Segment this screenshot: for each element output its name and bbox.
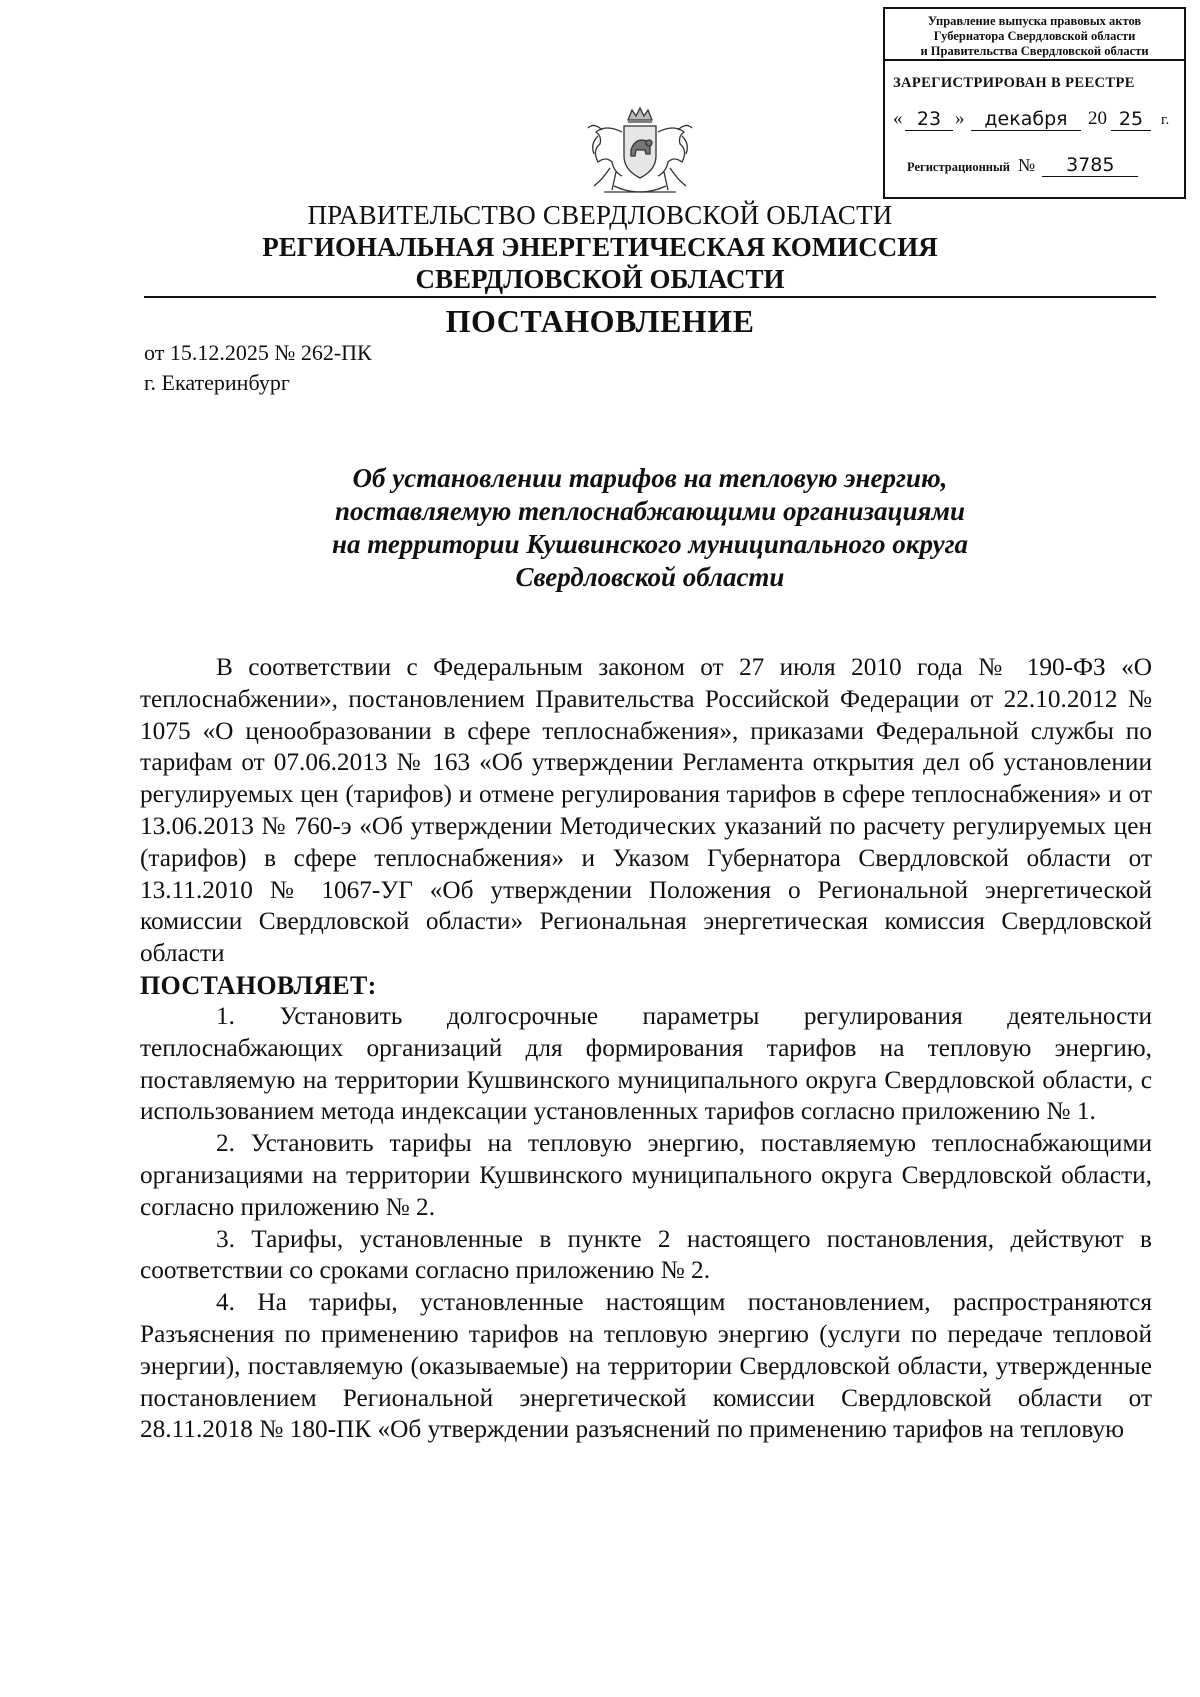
stamp-registered-label: ЗАРЕГИСТРИРОВАН В РЕЕСТРЕ <box>893 75 1135 91</box>
document-meta <box>144 338 372 398</box>
title-line: на территории Кушвинского муниципального округа <box>331 529 969 559</box>
title-line: Об установлении тарифов на тепловую энергию, <box>352 463 948 493</box>
header-divider <box>144 296 1156 298</box>
registration-stamp <box>883 7 1186 199</box>
stamp-office-line: Губернатора Свердловской области <box>933 29 1136 43</box>
stamp-date <box>893 108 1184 134</box>
stamp-year-abbr: г. <box>1161 112 1170 128</box>
stamp-open-quote: « <box>893 108 903 129</box>
stamp-year-suffix: 25 <box>1111 108 1151 131</box>
preamble-paragraph: В соответствии с Федеральным законом от 27 июля 2010 года № 190-ФЗ «О теплоснабжении», постановлением Правительства Российской Федерации от 22.10.2012 № 1075 «О ценообразовании в сфере теплоснабжения», приказами Федеральной службы по тарифам от 07.06.2013 № 163 «Об утверждении Регламента открытия дел об установлении регулируемых цен (тарифов) и отмене регулирования тарифов в сфере теплоснабжения» и от 13.06.2013 № 760-э «Об утверждении Методических указаний по расчету регулируемых цен (тарифов) в сфере теплоснабжения» и Указом Губернатора Свердловской области от 13.11.2010 № 1067-УГ «Об утверждении Положения о Региональной энергетической комиссии Свердловской области» Региональная энергетическая комиссия Свердловской области <box>140 653 1152 968</box>
document-city: г. Екатеринбург <box>144 370 290 395</box>
title-line: поставляемую теплоснабжающими организациями <box>335 496 965 526</box>
item-paragraph-1: 1. Установить долгосрочные параметры регулирования деятельности теплоснабжающих организаций для формирования тарифов на тепловую энергию, поставляемую на территории Кушвинского муниципального округа Свердловской области, с использованием метода индексации установленных тарифов согласно приложению № 1. <box>140 1001 1152 1126</box>
government-name: ПРАВИТЕЛЬСТВО СВЕРДЛОВСКОЙ ОБЛАСТИ <box>307 200 893 230</box>
stamp-year-prefix: 20 <box>1088 108 1107 129</box>
stamp-office <box>885 9 1184 61</box>
item-paragraph-4: 4. На тарифы, установленные настоящим постановлением, распространяются Разъяснения по применению тарифов на тепловую энергию (услуги по передаче тепловой энергии), поставляемую (оказываемые) на территории Свердловской области, утвержденные постановлением Региональной энергетической комиссии Свердловской области от 28.11.2018 № 180-ПК «Об утверждении разъяснений по применению тарифов на тепловую <box>140 1288 1152 1444</box>
stamp-month: декабря <box>971 108 1081 131</box>
stamp-office-line: Управление выпуска правовых актов <box>927 14 1142 28</box>
decree-heading: ПОСТАНОВЛЯЕТ: <box>140 970 377 1000</box>
commission-name-line2: СВЕРДЛОВСКОЙ ОБЛАСТИ <box>415 264 785 294</box>
stamp-regnum-sign: № <box>1017 155 1036 175</box>
item-paragraph-3: 3. Тарифы, установленные в пункте 2 настоящего постановления, действуют в соответствии со сроками согласно приложению № 2. <box>140 1224 1152 1285</box>
title-line: Свердловской области <box>515 562 785 592</box>
stamp-day: 23 <box>905 108 953 131</box>
stamp-regnum-label: Регистрационный <box>907 160 1010 174</box>
stamp-regnum-value: 3785 <box>1042 154 1138 177</box>
stamp-close-quote: » <box>955 108 965 129</box>
coat-of-arms-icon <box>584 106 696 196</box>
document-body <box>140 652 1152 1446</box>
stamp-regnum <box>907 154 1184 177</box>
stamp-office-line: и Правительства Свердловской области <box>920 44 1149 58</box>
commission-name-line1: РЕГИОНАЛЬНАЯ ЭНЕРГЕТИЧЕСКАЯ КОМИССИЯ <box>262 232 938 262</box>
document-type: ПОСТАНОВЛЕНИЕ <box>445 303 755 339</box>
document-date-number: от 15.12.2025 № 262-ПК <box>144 340 372 365</box>
document-title <box>250 462 1050 594</box>
item-paragraph-2: 2. Установить тарифы на тепловую энергию, поставляемую теплоснабжающими организациями на территории Кушвинского муниципального округа Свердловской области, согласно приложению № 2. <box>140 1129 1152 1221</box>
